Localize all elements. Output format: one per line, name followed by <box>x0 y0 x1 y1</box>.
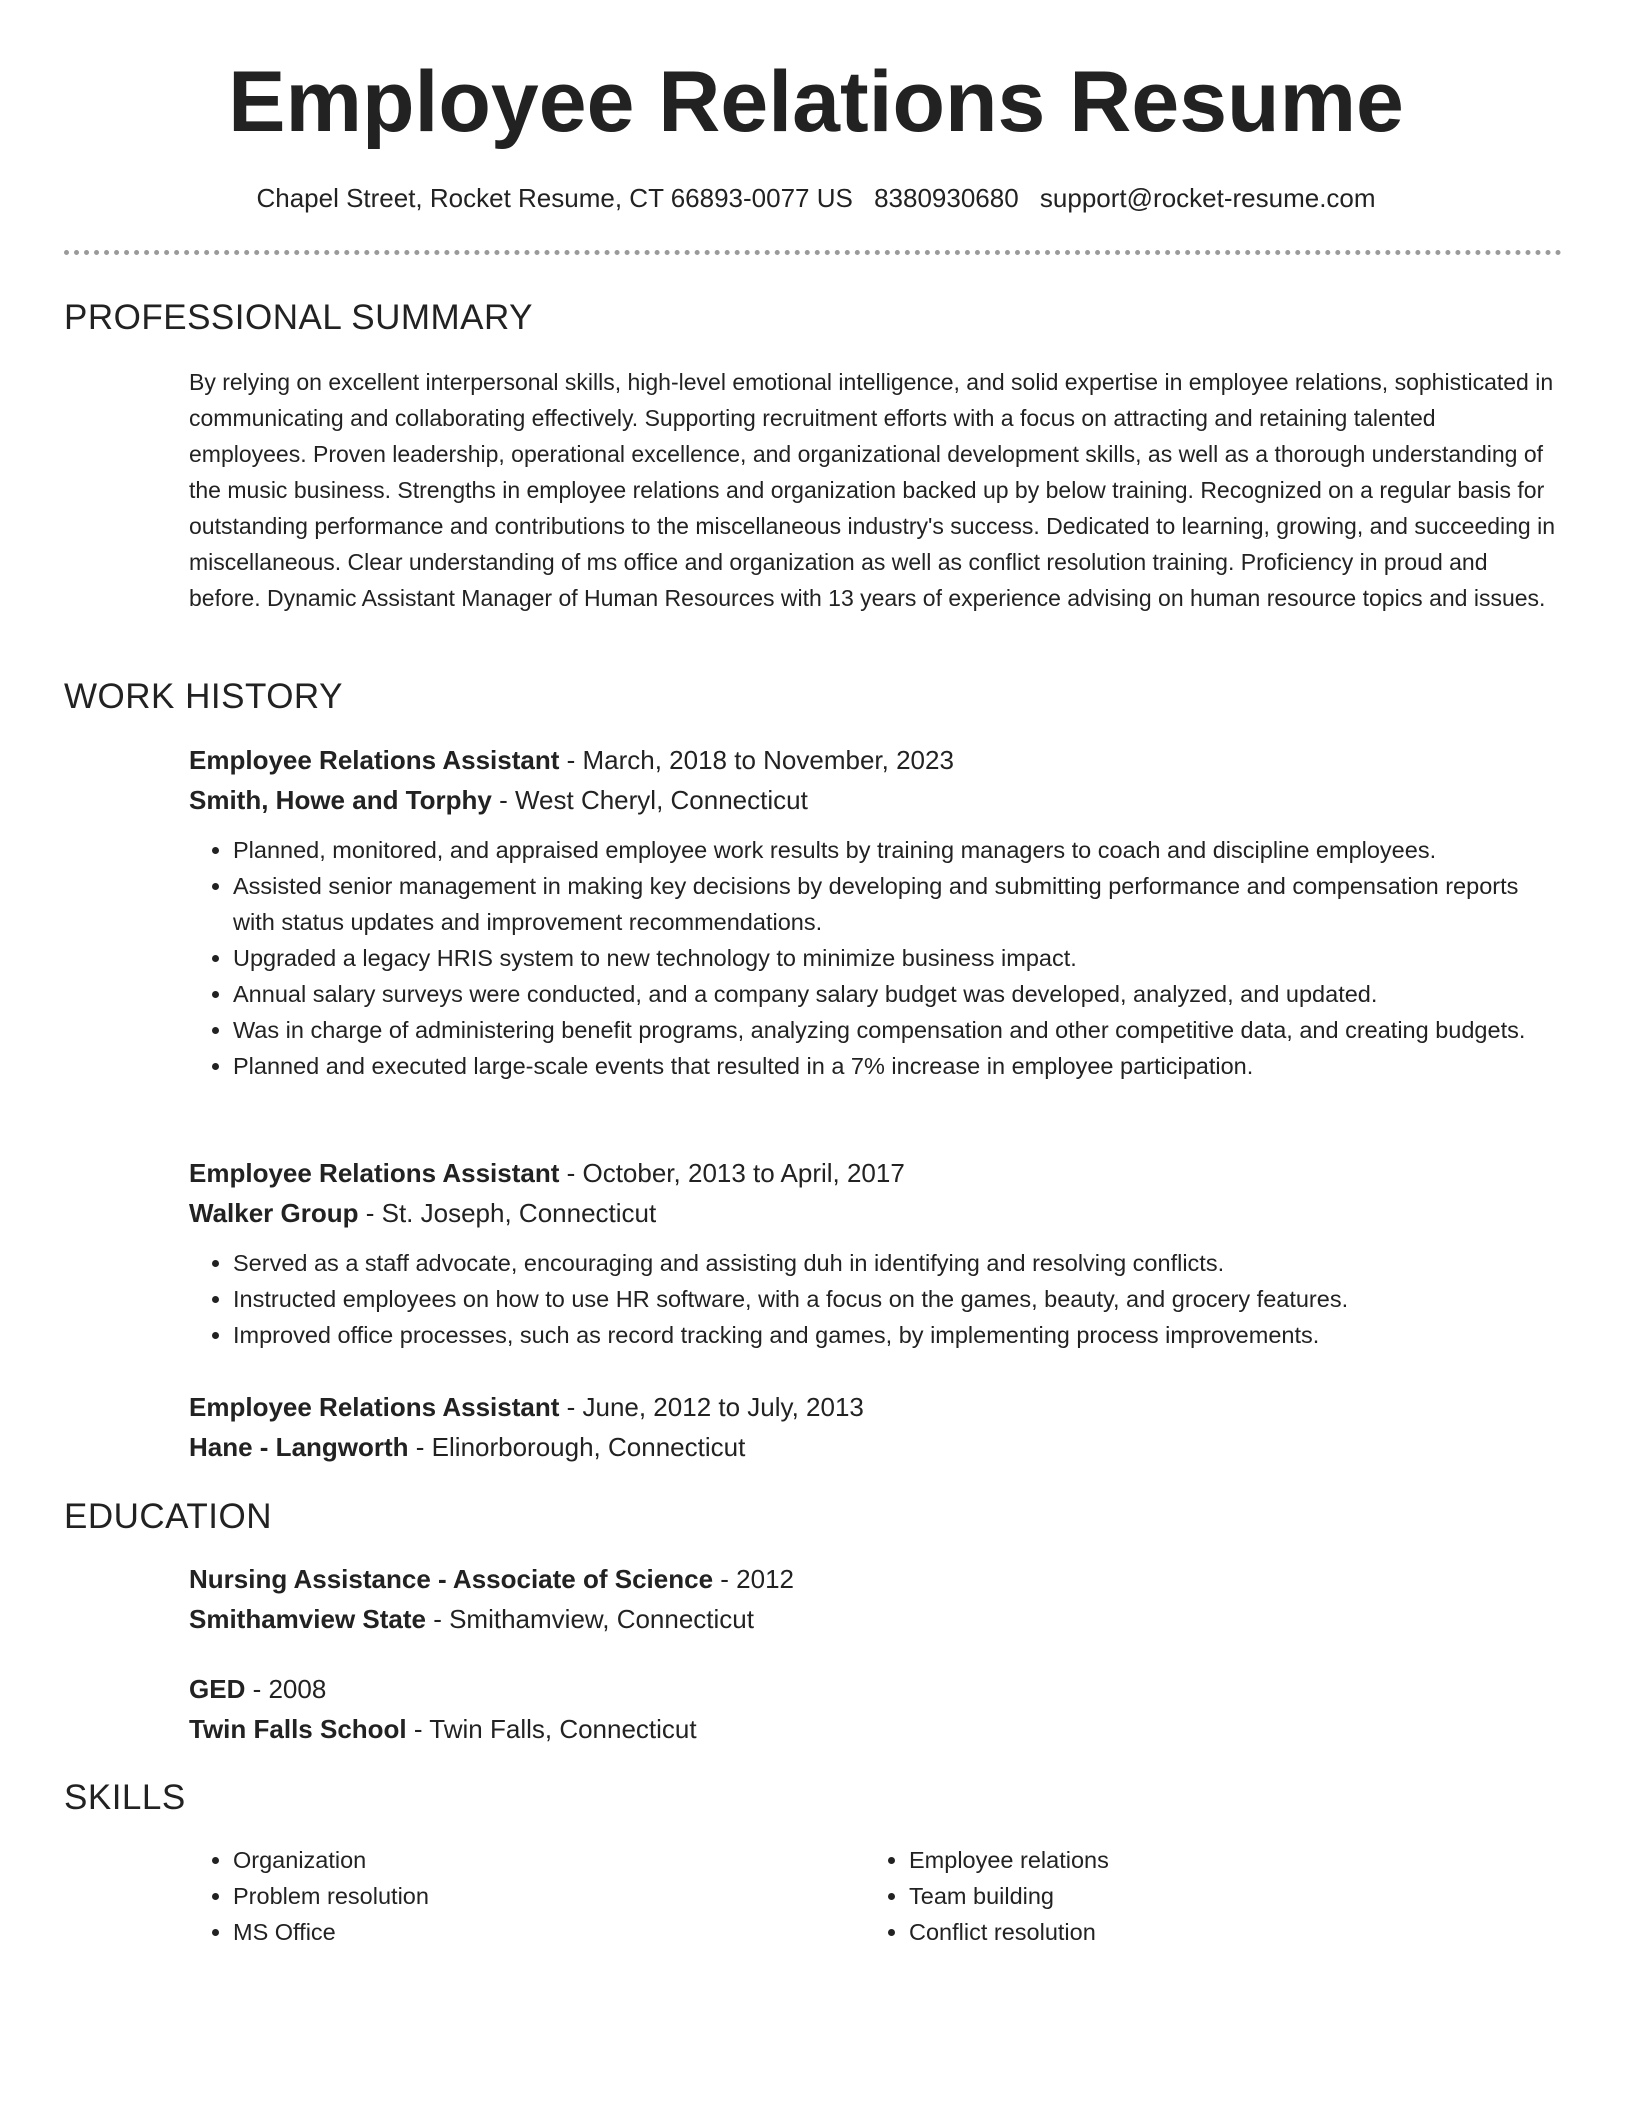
job-entry <box>189 1153 1559 1353</box>
degree-year: - 2012 <box>713 1564 794 1594</box>
job-bullet: • Served as a staff advocate, encouraging and assisting duh in identifying and resolving conflicts. <box>233 1245 1559 1281</box>
section-title-education: EDUCATION <box>64 1497 273 1536</box>
skill-item: • Employee relations <box>909 1842 1541 1878</box>
education-entry <box>189 1559 1559 1639</box>
skill-item: • Team building <box>909 1878 1541 1914</box>
job-bullet: • Instructed employees on how to use HR software, with a focus on the games, beauty, and grocery features. <box>233 1281 1559 1317</box>
job-bullets <box>189 832 1559 1084</box>
phone: 8380930680 <box>874 183 1019 213</box>
degree-line <box>189 1559 1559 1599</box>
job-company: Smith, Howe and Torphy <box>189 785 492 815</box>
contact-line <box>0 180 1632 216</box>
section-title-work-history: WORK HISTORY <box>64 677 343 716</box>
job-company: Hane - Langworth <box>189 1432 409 1462</box>
degree: GED <box>189 1674 246 1704</box>
section-title-summary: PROFESSIONAL SUMMARY <box>64 298 533 337</box>
resume-title: Employee Relations Resume <box>228 54 1404 150</box>
job-bullet: • Planned, monitored, and appraised employee work results by training managers to coach and discipline employees. <box>233 832 1559 868</box>
job-location: - Elinorborough, Connecticut <box>408 1432 746 1462</box>
job-location: - West Cheryl, Connecticut <box>491 785 808 815</box>
education-entry <box>189 1669 1559 1749</box>
address: Chapel Street, Rocket Resume, CT 66893-0077 US <box>256 183 853 213</box>
school-line <box>189 1599 1559 1639</box>
job-bullet: • Was in charge of administering benefit programs, analyzing compensation and other competitive data, and creating budgets. <box>233 1012 1559 1048</box>
job-bullet: • Planned and executed large-scale events that resulted in a 7% increase in employee participation. <box>233 1048 1559 1084</box>
job-dates: - March, 2018 to November, 2023 <box>559 745 954 775</box>
job-title-line <box>189 1387 1559 1427</box>
school-line <box>189 1709 1559 1749</box>
email: support@rocket-resume.com <box>1039 183 1376 213</box>
degree: Nursing Assistance - Associate of Science <box>189 1564 714 1594</box>
job-entry <box>189 1387 1559 1467</box>
job-title-line <box>189 740 1559 780</box>
degree-year: - 2008 <box>245 1674 327 1704</box>
job-bullet: • Annual salary surveys were conducted, and a company salary budget was developed, analyzed, and updated. <box>233 976 1559 1012</box>
job-company: Walker Group <box>189 1198 359 1228</box>
skill-item: • Conflict resolution <box>909 1914 1541 1950</box>
school-location: - Smithamview, Connecticut <box>425 1604 754 1634</box>
school: Twin Falls School <box>189 1714 407 1744</box>
job-company-line <box>189 1193 1559 1233</box>
degree-line <box>189 1669 1559 1709</box>
job-title: Employee Relations Assistant <box>189 1158 560 1188</box>
job-bullet: • Assisted senior management in making key decisions by developing and submitting performance and compensation reports with status updates and improvement recommendations. <box>233 868 1559 940</box>
job-title-line <box>189 1153 1559 1193</box>
job-location: - St. Joseph, Connecticut <box>358 1198 657 1228</box>
job-bullet: • Improved office processes, such as record tracking and games, by implementing process improvements. <box>233 1317 1559 1353</box>
job-bullets <box>189 1245 1559 1353</box>
header-divider <box>64 250 1562 255</box>
school-location: - Twin Falls, Connecticut <box>406 1714 697 1744</box>
skills-column-right <box>865 1842 1541 1950</box>
job-title: Employee Relations Assistant <box>189 1392 560 1422</box>
job-entry <box>189 740 1559 1084</box>
job-dates: - June, 2012 to July, 2013 <box>559 1392 864 1422</box>
skills-list <box>189 1842 1559 1950</box>
job-title: Employee Relations Assistant <box>189 745 560 775</box>
job-dates: - October, 2013 to April, 2017 <box>559 1158 905 1188</box>
job-company-line <box>189 780 1559 820</box>
job-bullet: • Upgraded a legacy HRIS system to new technology to minimize business impact. <box>233 940 1559 976</box>
skill-item: • MS Office <box>233 1914 865 1950</box>
section-title-skills: SKILLS <box>64 1778 186 1817</box>
skill-item: • Organization <box>233 1842 865 1878</box>
skill-item: • Problem resolution <box>233 1878 865 1914</box>
school: Smithamview State <box>189 1604 426 1634</box>
job-company-line <box>189 1427 1559 1467</box>
skills-column-left <box>189 1842 865 1950</box>
summary-text: By relying on excellent interpersonal skills, high-level emotional intelligence, and solid expertise in employee relations, sophisticated in communicating and collaborating effectively. Supporting recruitment efforts with a focus on attracting and retaining talented employees. Proven leadership, operational excellence, and organizational development skills, as well as a thorough understanding of the music business. Strengths in employee relations and organization backed up by below training. Recognized on a regular basis for outstanding performance and contributions to the miscellaneous industry's success. Dedicated to learning, growing, and succeeding in miscellaneous. Clear understanding of ms office and organization as well as conflict resolution training. Proficiency in proud and before. Dynamic Assistant Manager of Human Resources with 13 years of experience advising on human resource topics and issues. <box>189 369 1556 611</box>
